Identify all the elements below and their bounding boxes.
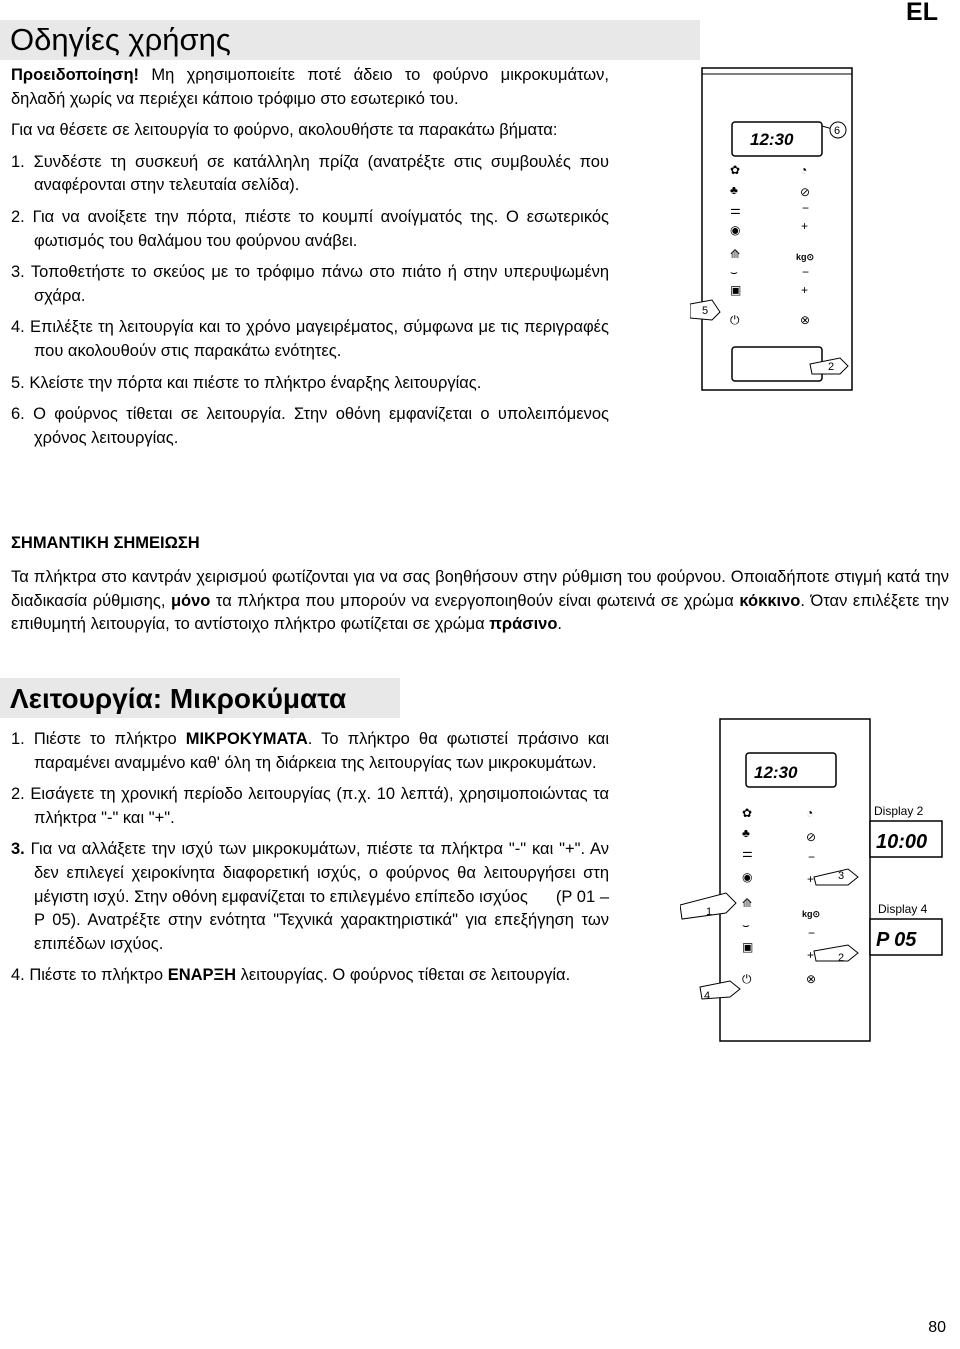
- left-button-column: [730, 163, 741, 327]
- hand-pointer-2b: [814, 945, 858, 961]
- callout-1: 1: [706, 906, 713, 918]
- warning-label: Προειδοποίηση!: [11, 66, 140, 84]
- clock-display-2: 12:30: [754, 763, 798, 782]
- note-text-3: . Όταν επιλέξετε την επιθυμητή λειτουργία, το αντίστοιχο πλήκτρο φωτίζεται σε χρώμα: [11, 591, 949, 634]
- note-text-4: .: [557, 615, 563, 634]
- svg-text:⊘: ⊘: [806, 830, 817, 844]
- step-6: 6. Ο φούρνος τίθεται σε λειτουργία. Στην οθόνη εμφανίζεται ο υπολειπόμενος χρόνος λειτουργίας.: [11, 405, 609, 447]
- svg-text:⚌: ⚌: [742, 846, 753, 860]
- svg-text:⟰: ⟰: [742, 896, 753, 910]
- step-5: 5. Κλείστε την πόρτα και πιέστε το πλήκτρο έναρξης λειτουργίας.: [11, 373, 482, 392]
- control-panel-diagram-1: [690, 62, 920, 392]
- note-text-2: τα πλήκτρα που μπορούν να ενεργοποιηθούν είναι φωτεινά σε χρώμα: [210, 591, 740, 610]
- mw-step-3: 3. Για να αλλάξετε την ισχύ των μικροκυμάτων, πιέστε τα πλήκτρα "-" και "+". Αν δεν επιλεγεί χειροκίνητα διαφορετική ισχύς, ο φούρνος θα λειτουργήσει στη μέγιστη ισχύ. Στην οθόνη εμφανίζεται το επιλεγμένο επίπεδο ισχύος (P 01 – P 05). Ανατρέξτε στην ενότητα "Τεχνικά χαρακτηριστικά" για επεξήγηση των επιπέδων ισχύος.: [11, 840, 609, 953]
- stop-icon: ⊗: [800, 313, 811, 327]
- grill-icon: ♣: [730, 183, 738, 197]
- svg-text:♣: ♣: [742, 826, 750, 840]
- weight-icon: kg⊙: [796, 252, 815, 262]
- section-title: Λειτουργία: Μικροκύματα: [10, 683, 347, 714]
- page-number: 80: [928, 1319, 946, 1336]
- plus-icon: +: [801, 219, 809, 233]
- steam-icon: ⌣: [730, 265, 738, 279]
- display-2-value: 10:00: [876, 831, 928, 853]
- microwave-icon: ✿: [730, 163, 741, 177]
- note-body: [11, 566, 949, 637]
- reheat-icon: ▣: [730, 283, 742, 297]
- mw-step-4: 4. Πιέστε το πλήκτρο ΕΝΑΡΞΗ λειτουργίας. Ο φούρνος τίθεται σε λειτουργία.: [11, 966, 571, 985]
- svg-text:+: +: [807, 948, 815, 962]
- intro-section: [11, 64, 609, 450]
- mw-step-1: 1. Πιέστε το πλήκτρο ΜΙΚΡΟΚΥΜΑΤΑ. Το πλήκτρο θα φωτιστεί πράσινο και παραμένει αναμμένο καθ' όλη τη διάρκεια της λειτουργίας των μικροκυμάτων.: [11, 730, 609, 772]
- plus-icon-2: +: [801, 283, 809, 297]
- svg-text:✿: ✿: [742, 806, 753, 820]
- note-only: μόνο: [170, 591, 211, 610]
- microwave-steps: [11, 728, 609, 988]
- warning-text: Μη χρησιμοποιείτε ποτέ άδειο το φούρνο μικροκυμάτων, δηλαδή χωρίς να περιέχει κάποιο τρόφιμο στο εσωτερικό του.: [11, 66, 609, 108]
- minus-icon-2: −: [802, 265, 810, 279]
- callout-6: 6: [834, 125, 841, 137]
- step-1: 1. Συνδέστε τη συσκευή σε κατάλληλη πρίζα (ανατρέξτε στις συμβουλές που αναφέρονται στην τελευταία σελίδα).: [11, 152, 609, 195]
- callout-2: 2: [828, 361, 835, 373]
- title-bar: [0, 20, 700, 60]
- defrost-icon: ⟰: [730, 247, 741, 261]
- minus-icon: −: [802, 201, 810, 215]
- mw-step-2: 2. Εισάγετε τη χρονική περίοδο λειτουργίας (π.χ. 10 λεπτά), χρησιμοποιώντας τα πλήκτρα "-" και "+".: [11, 785, 609, 827]
- note-green: πράσινο: [489, 615, 558, 634]
- svg-text:◔: ◔: [806, 806, 814, 820]
- clock-display: 12:30: [750, 130, 794, 149]
- svg-text:−: −: [808, 926, 816, 940]
- intro-lead: Για να θέσετε σε λειτουργία το φούρνο, ακολουθήστε τα παρακάτω βήματα:: [11, 121, 558, 140]
- svg-text:⌣: ⌣: [742, 918, 750, 932]
- display-4-value: P 05: [876, 929, 917, 951]
- callout-4: 4: [704, 990, 711, 1002]
- callout-2b: 2: [838, 952, 845, 964]
- warning-paragraph: [11, 64, 609, 111]
- note-heading: ΣΗΜΑΝΤΙΚΗ ΣΗΜΕΙΩΣΗ: [11, 534, 200, 552]
- callout-5: 5: [702, 305, 709, 317]
- panel-frame: [702, 68, 852, 390]
- right-button-column: [796, 163, 814, 327]
- section-bar: [0, 678, 400, 718]
- display-4-label: Display 4: [878, 902, 928, 916]
- svg-text:⊗: ⊗: [806, 972, 817, 986]
- start-icon: ⏻: [730, 313, 740, 327]
- control-panel-diagram-2: [680, 715, 950, 1045]
- crisp-icon: ◉: [730, 223, 741, 237]
- svg-text:◉: ◉: [742, 870, 753, 884]
- left-button-column-2: [742, 806, 753, 986]
- step-4: 4. Επιλέξτε τη λειτουργία και το χρόνο μαγειρέματος, σύμφωνα με τις περιγραφές που ακολουθούν στις παρακάτω ενότητες.: [11, 318, 609, 360]
- step-3: 3. Τοποθετήστε το σκεύος με το τρόφιμο πάνω στο πιάτο ή στην υπερυψωμένη σχάρα.: [11, 263, 609, 305]
- svg-text:−: −: [808, 850, 816, 864]
- step-2: 2. Για να ανοίξετε την πόρτα, πιέστε το κουμπί ανοίγματός της. Ο εσωτερικός φωτισμός του θαλάμου του φούρνου ανάβει.: [11, 207, 609, 250]
- callout-3: 3: [838, 870, 845, 882]
- svg-text:+: +: [807, 872, 815, 886]
- combi-icon: ⚌: [730, 203, 741, 217]
- svg-text:⏻: ⏻: [742, 972, 752, 986]
- note-red: κόκκινο: [739, 591, 801, 610]
- svg-text:▣: ▣: [742, 940, 754, 954]
- svg-text:kg⊙: kg⊙: [802, 909, 821, 919]
- display-2-label: Display 2: [874, 804, 924, 818]
- language-code: EL: [906, 0, 938, 26]
- timer-icon: ◔: [800, 163, 808, 177]
- page-title: Οδηγίες χρήσης: [10, 22, 231, 57]
- power-icon: ⊘: [800, 185, 811, 199]
- lower-window: [732, 347, 822, 381]
- hand-pointer-3: [814, 869, 858, 885]
- note-text-1: Τα πλήκτρα στο καντράν χειρισμού φωτίζονται για να σας βοηθήσουν στην ρύθμιση του φούρνου. Οποιαδήποτε στιγμή κατά την διαδικασία ρύθμισης,: [11, 568, 949, 610]
